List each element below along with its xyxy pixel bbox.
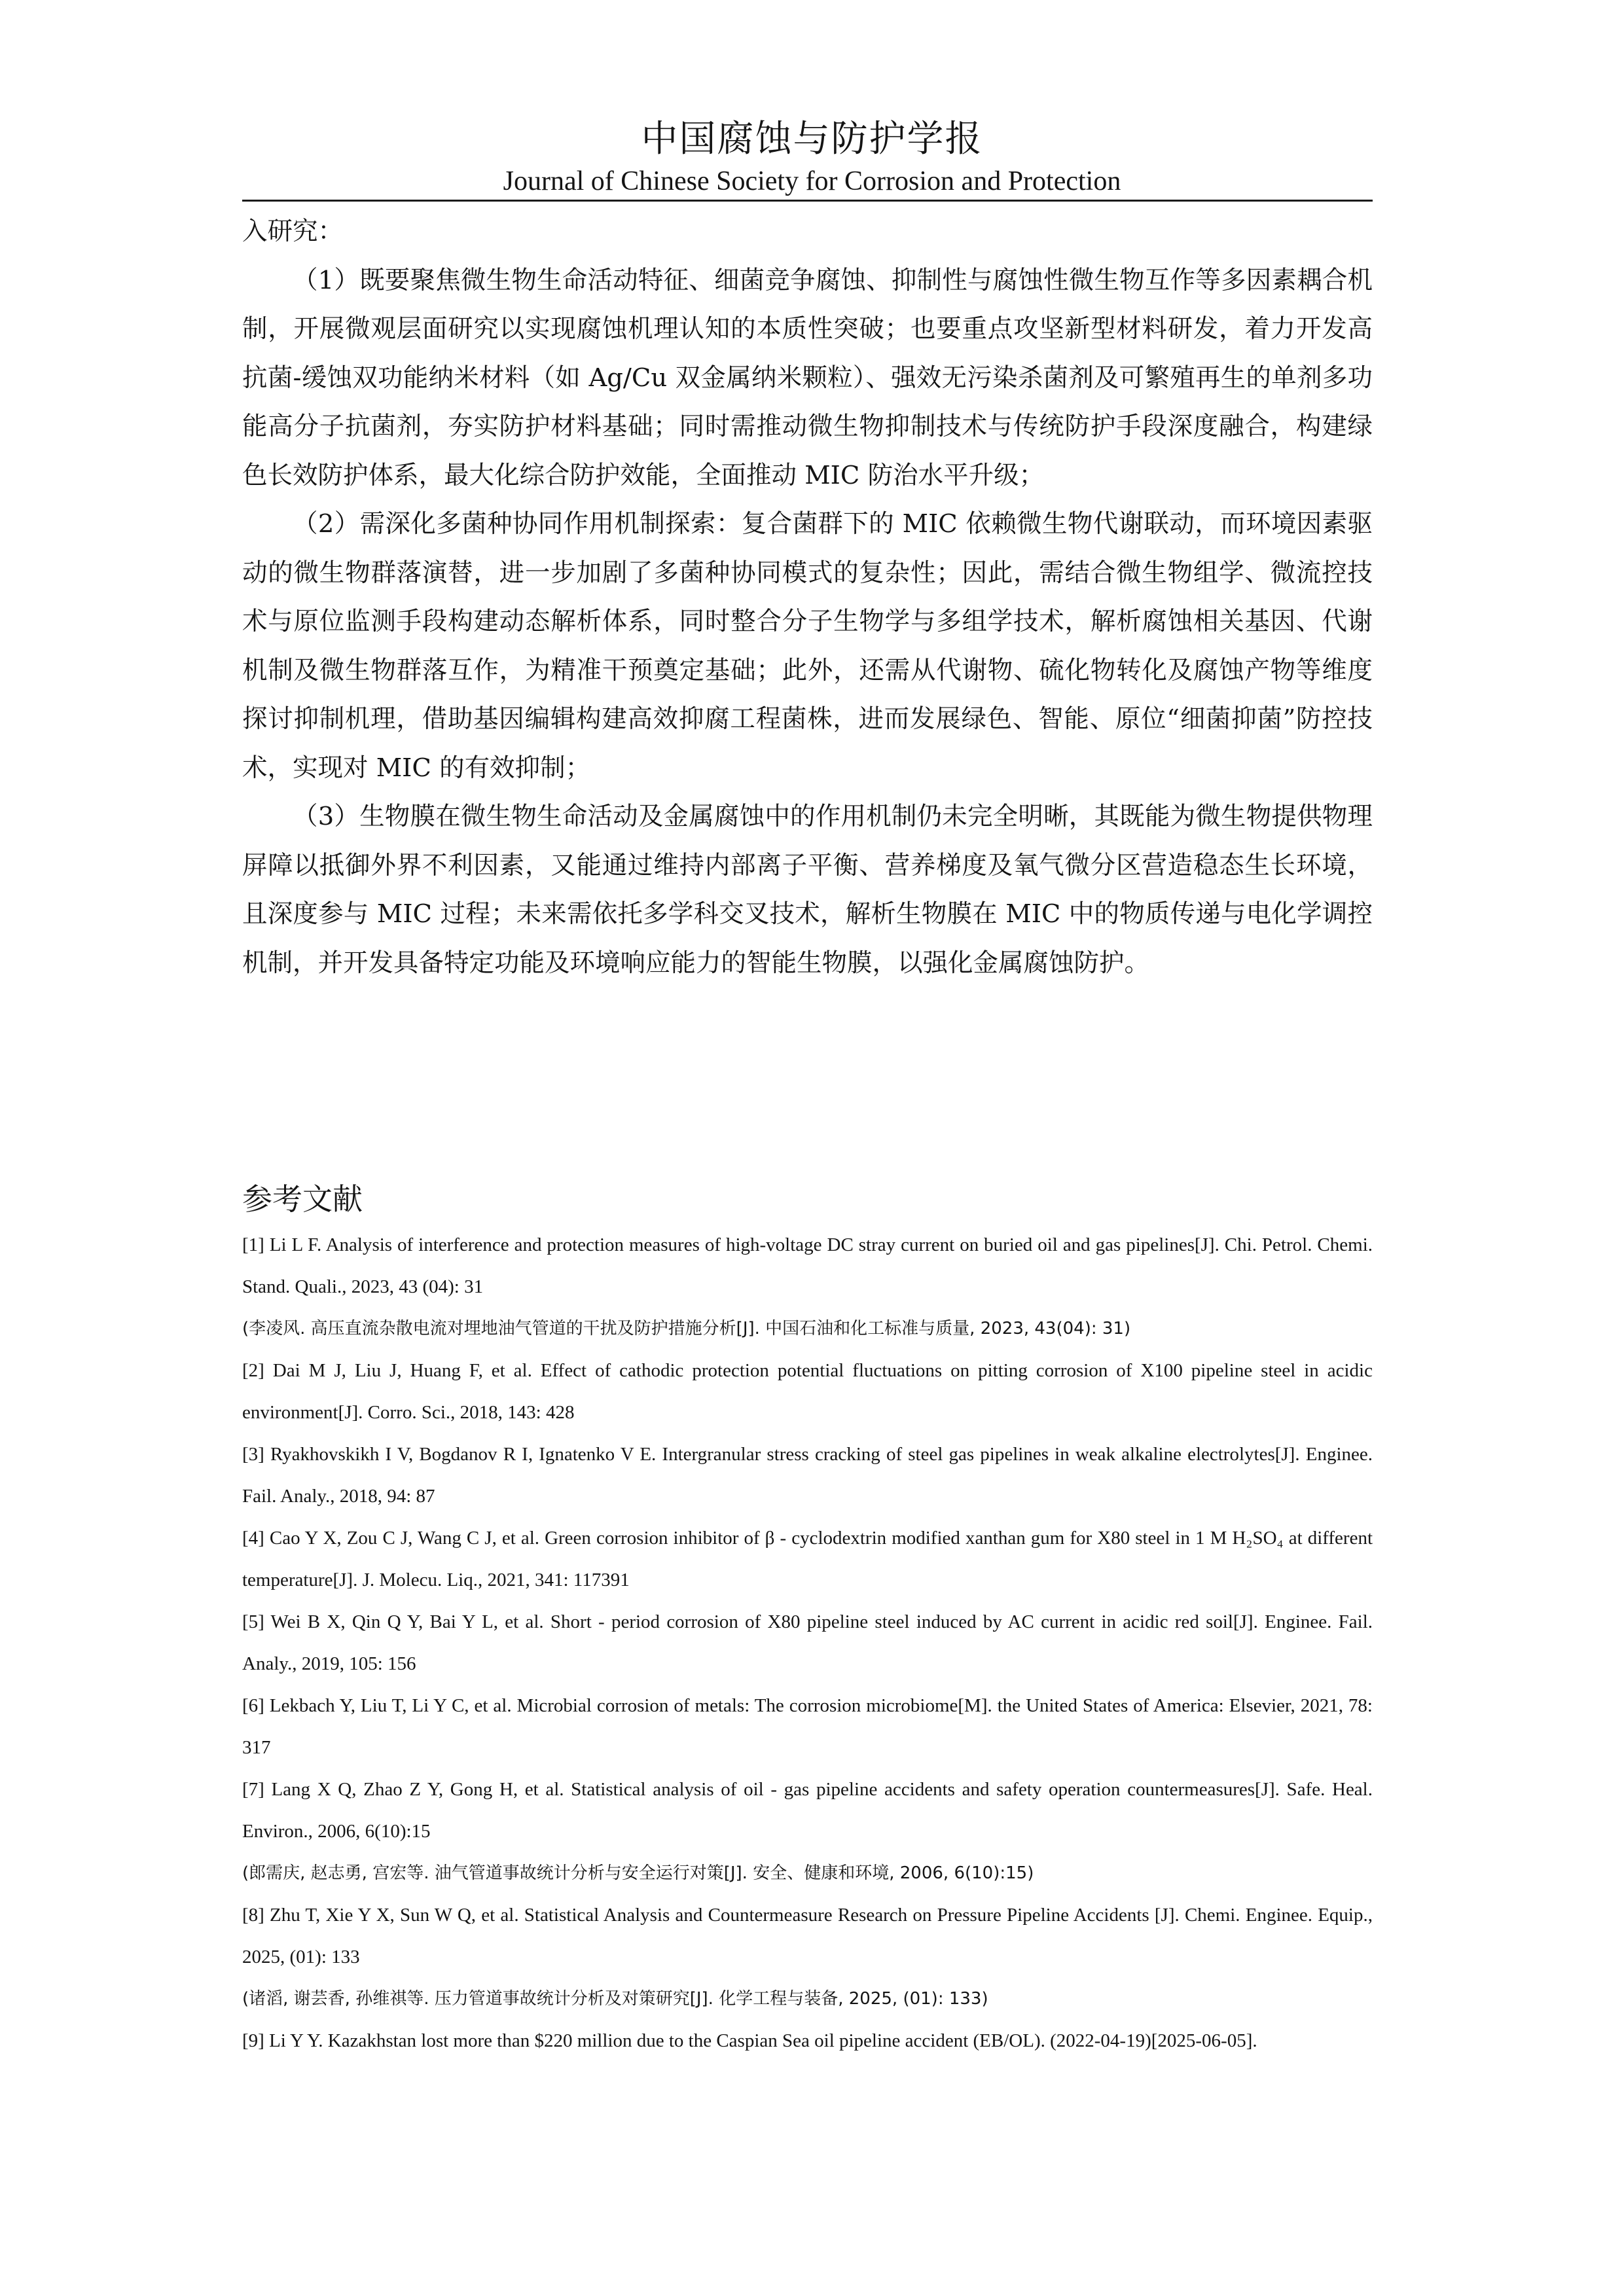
- references-heading: 参考文献: [242, 1181, 363, 1217]
- body-paragraph-continuation: 入研究：: [242, 217, 344, 246]
- body-paragraph-2: （2）需深化多菌种协同作用机制探索：复合菌群下的 MIC 依赖微生物代谢联动，而环境因素驱动的微生物群落演替，进一步加剧了多菌种协同模式的复杂性；因此，需结合微生物组学、微流控技术与原位监测手段构建动态解析体系，同时整合分子生物学与多组学技术，解析腐蚀相关基因、代谢机制及微生物群落互作，为精准干预奠定基础；此外，还需从代谢物、硫化物转化及腐蚀产物等维度探讨抑制机理，借助基因编辑构建高效抑腐工程菌株，进而发展绿色、智能、原位“细菌抑菌”防控技术，实现对 MIC 的有效抑制；: [242, 509, 1373, 783]
- journal-title-en: Journal of Chinese Society for Corrosion and Protection: [503, 166, 1121, 196]
- reference-list: [242, 1224, 1373, 2062]
- reference-item-8: [8] Zhu T, Xie Y X, Sun W Q, et al. Statistical Analysis and Countermeasure Research on Pressure Pipeline Accidents [J]. Chemi. Enginee. Equip., 2025, (01): 133: [242, 1905, 1373, 1967]
- journal-title-cn: 中国腐蚀与防护学报: [641, 118, 983, 160]
- reference-item-6: [6] Lekbach Y, Liu T, Li Y C, et al. Microbial corrosion of metals: The corrosion microbiome[M]. the United States of America: Elsevier, 2021, 78: 317: [242, 1695, 1373, 1758]
- reference-item-9: [9] Li Y Y. Kazakhstan lost more than $220 million due to the Caspian Sea oil pipeline accident (EB/OL). (2022-04-19)[2025-06-05].: [242, 2030, 1257, 2051]
- reference-item-8-cn: (诸滔, 谢芸香, 孙维祺等. 压力管道事故统计分析及对策研究[J]. 化学工程与装备, 2025, (01): 133): [242, 1989, 988, 2009]
- reference-item-5: [5] Wei B X, Qin Q Y, Bai Y L, et al. Short - period corrosion of X80 pipeline steel induced by AC current in acidic red soil[J]. Enginee. Fail. Analy., 2019, 105: 156: [242, 1611, 1373, 1674]
- header-divider: [242, 200, 1373, 202]
- reference-item-7-cn: (郎需庆, 赵志勇, 宫宏等. 油气管道事故统计分析与安全运行对策[J]. 安全、健康和环境, 2006, 6(10):15): [242, 1863, 1034, 1883]
- reference-item-2: [2] Dai M J, Liu J, Huang F, et al. Effect of cathodic protection potential fluctuations on pitting corrosion of X100 pipeline steel in acidic environment[J]. Corro. Sci., 2018, 143: 428: [242, 1360, 1373, 1423]
- reference-item-1-cn: (李凌风. 高压直流杂散电流对埋地油气管道的干扰及防护措施分析[J]. 中国石油和化工标准与质量, 2023, 43(04): 31): [242, 1319, 1131, 1338]
- body-text: [242, 207, 1373, 988]
- reference-item-4: [4] Cao Y X, Zou C J, Wang C J, et al. Green corrosion inhibitor of β - cyclodextrin modified xanthan gum for X80 steel in 1 M H₂SO₄ at different temperature[J]. J. Molecu. Liq., 2021, 341: 117391: [242, 1528, 1373, 1590]
- body-paragraph-1: （1）既要聚焦微生物生命活动特征、细菌竞争腐蚀、抑制性与腐蚀性微生物互作等多因素耦合机制，开展微观层面研究以实现腐蚀机理认知的本质性突破；也要重点攻坚新型材料研发，着力开发高抗菌-缓蚀双功能纳米材料（如 Ag/Cu 双金属纳米颗粒）、强效无污染杀菌剂及可繁殖再生的单剂多功能高分子抗菌剂，夯实防护材料基础；同时需推动微生物抑制技术与传统防护手段深度融合，构建绿色长效防护体系，最大化综合防护效能，全面推动 MIC 防治水平升级；: [242, 265, 1373, 490]
- reference-item-1: [1] Li L F. Analysis of interference and protection measures of high-voltage DC stray current on buried oil and gas pipelines[J]. Chi. Petrol. Chemi. Stand. Quali., 2023, 43 (04): 31: [242, 1234, 1373, 1297]
- reference-item-3: [3] Ryakhovskikh I V, Bogdanov R I, Ignatenko V E. Intergranular stress cracking of steel gas pipelines in weak alkaline electrolytes[J]. Enginee. Fail. Analy., 2018, 94: 87: [242, 1444, 1373, 1507]
- body-paragraph-3: （3）生物膜在微生物生命活动及金属腐蚀中的作用机制仍未完全明晰，其既能为微生物提供物理屏障以抵御外界不利因素，又能通过维持内部离子平衡、营养梯度及氧气微分区营造稳态生长环境，且深度参与 MIC 过程；未来需依托多学科交叉技术，解析生物膜在 MIC 中的物质传递与电化学调控机制，并开发具备特定功能及环境响应能力的智能生物膜，以强化金属腐蚀防护。: [242, 802, 1373, 978]
- reference-item-7: [7] Lang X Q, Zhao Z Y, Gong H, et al. Statistical analysis of oil - gas pipeline accidents and safety operation countermeasures[J]. Safe. Heal. Environ., 2006, 6(10):15: [242, 1779, 1373, 1842]
